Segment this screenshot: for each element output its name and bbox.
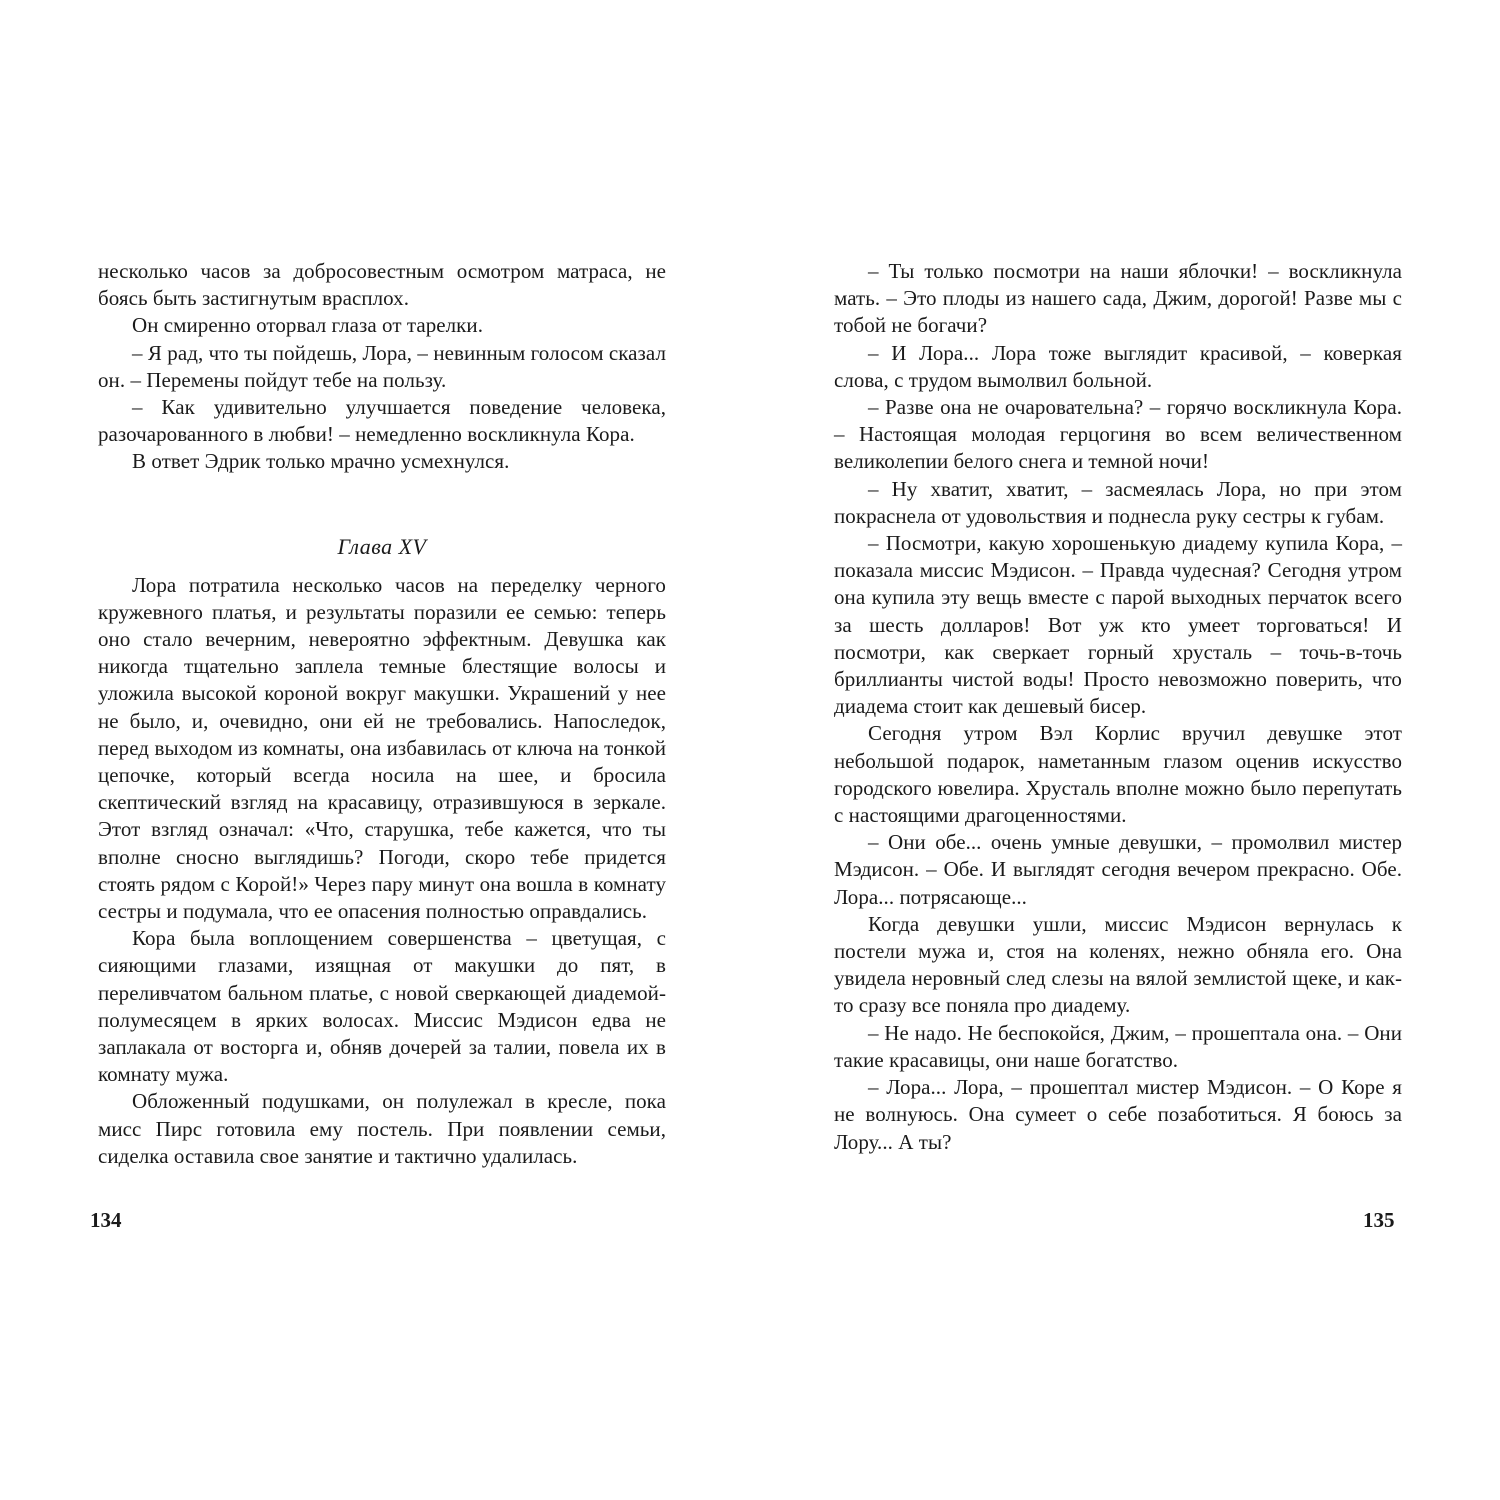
paragraph: Он смиренно оторвал глаза от тарелки. — [132, 313, 484, 338]
paragraph: В ответ Эдрик только мрачно усмехнулся. — [132, 449, 510, 474]
paragraph: – Лора... Лора, – прошептал мистер Мэдисон. – О Коре я не волнуюсь. Она сумеет о себе позаботиться. Я боюсь за Лору... А ты? — [834, 1075, 1402, 1154]
paragraph: – Они обе... очень умные девушки, – промолвил мистер Мэдисон. – Обе. И выглядят сегодня вечером прекрасно. Обе. Лора... потрясающе... — [834, 830, 1402, 909]
paragraph: – Ну хватит, хватит, – засмеялась Лора, но при этом покраснела от удовольствия и поднесла руку сестры к губам. — [834, 476, 1402, 528]
paragraph: – Разве она не очаровательна? – горячо воскликнула Кора. – Настоящая молодая герцогиня во всем величественном великолепии белого снега и темной ночи! — [834, 395, 1402, 474]
left-page — [98, 258, 666, 1170]
paragraph: Лора потратила несколько часов на переделку черного кружевного платья, и результаты поразили ее семью: теперь оно стало вечерним, невероятно эффектным. Девушка как никогда тщательно заплела темные блестящие волосы и уложила высокой короной вокруг макушки. Украшений у нее не было, и, очевидно, они ей не требовались. Напоследок, перед выходом из комнаты, она избавилась от ключа на тонкой цепочке, который всегда носила на шее, и бросила скептический взгляд на красавицу, отразившуюся в зеркале. Этот взгляд означал: «Что, старушка, тебе кажется, что ты вполне сносно выглядишь? Погоди, скоро тебе придется стоять рядом с Корой!» Через пару минут она вошла в комнату сестры и подумала, что ее опасения полностью оправдались. — [98, 572, 666, 924]
page-number-left: 134 — [90, 1208, 122, 1232]
paragraph: Кора была воплощением совершенства – цветущая, с сияющими глазами, изящная от макушки до пят, в переливчатом бальном платье, с новой сверкающей диадемой-полумесяцем в ярких волосах. Миссис Мэдисон едва не заплакала от восторга и, обняв дочерей за талии, повела их в комнату мужа. — [98, 926, 666, 1087]
chapter-title: Глава XV — [337, 533, 427, 559]
paragraph: – Не надо. Не беспокойся, Джим, – прошептала она. – Они такие красавицы, они наше богатство. — [834, 1020, 1402, 1072]
paragraph: – Посмотри, какую хорошенькую диадему купила Кора, – показала миссис Мэдисон. – Правда чудесная? Сегодня утром она купила эту вещь вместе с парой выходных перчаток всего за шесть долларов! Вот уж кто умеет торговаться! И посмотри, как сверкает горный хрусталь – точь-в-точь бриллианты чистой воды! Просто невозможно поверить, что диадема стоит как дешевый бисер. — [834, 531, 1402, 719]
paragraph: – Как удивительно улучшается поведение человека, разочарованного в любви! – немедленно воскликнула Кора. — [98, 395, 666, 447]
paragraph: – И Лора... Лора тоже выглядит красивой, – коверкая слова, с трудом вымолвил больной. — [834, 340, 1402, 392]
page-number-right: 135 — [1363, 1208, 1395, 1232]
paragraph: – Я рад, что ты пойдешь, Лора, – невинным голосом сказал он. – Перемены пойдут тебе на пользу. — [98, 340, 666, 392]
paragraph: несколько часов за добросовестным осмотром матраса, не боясь быть застигнутым врасплох. — [98, 259, 666, 311]
paragraph: – Ты только посмотри на наши яблочки! – воскликнула мать. – Это плоды из нашего сада, Джим, дорогой! Разве мы с тобой не богачи? — [834, 259, 1402, 338]
right-page — [834, 258, 1402, 1156]
paragraph: Обложенный подушками, он полулежал в кресле, пока мисс Пирс готовила ему постель. При появлении семьи, сиделка оставила свое занятие и тактично удалилась. — [98, 1089, 666, 1168]
paragraph: Сегодня утром Вэл Корлис вручил девушке этот небольшой подарок, наметанным глазом оценив искусство городского ювелира. Хрусталь вполне можно было перепутать с настоящими драгоценностями. — [834, 721, 1402, 828]
paragraph: Когда девушки ушли, миссис Мэдисон вернулась к постели мужа и, стоя на коленях, нежно обняла его. Она увидела неровный след слезы на вялой землистой щеке, и как-то сразу все поняла про диадему. — [834, 911, 1402, 1018]
